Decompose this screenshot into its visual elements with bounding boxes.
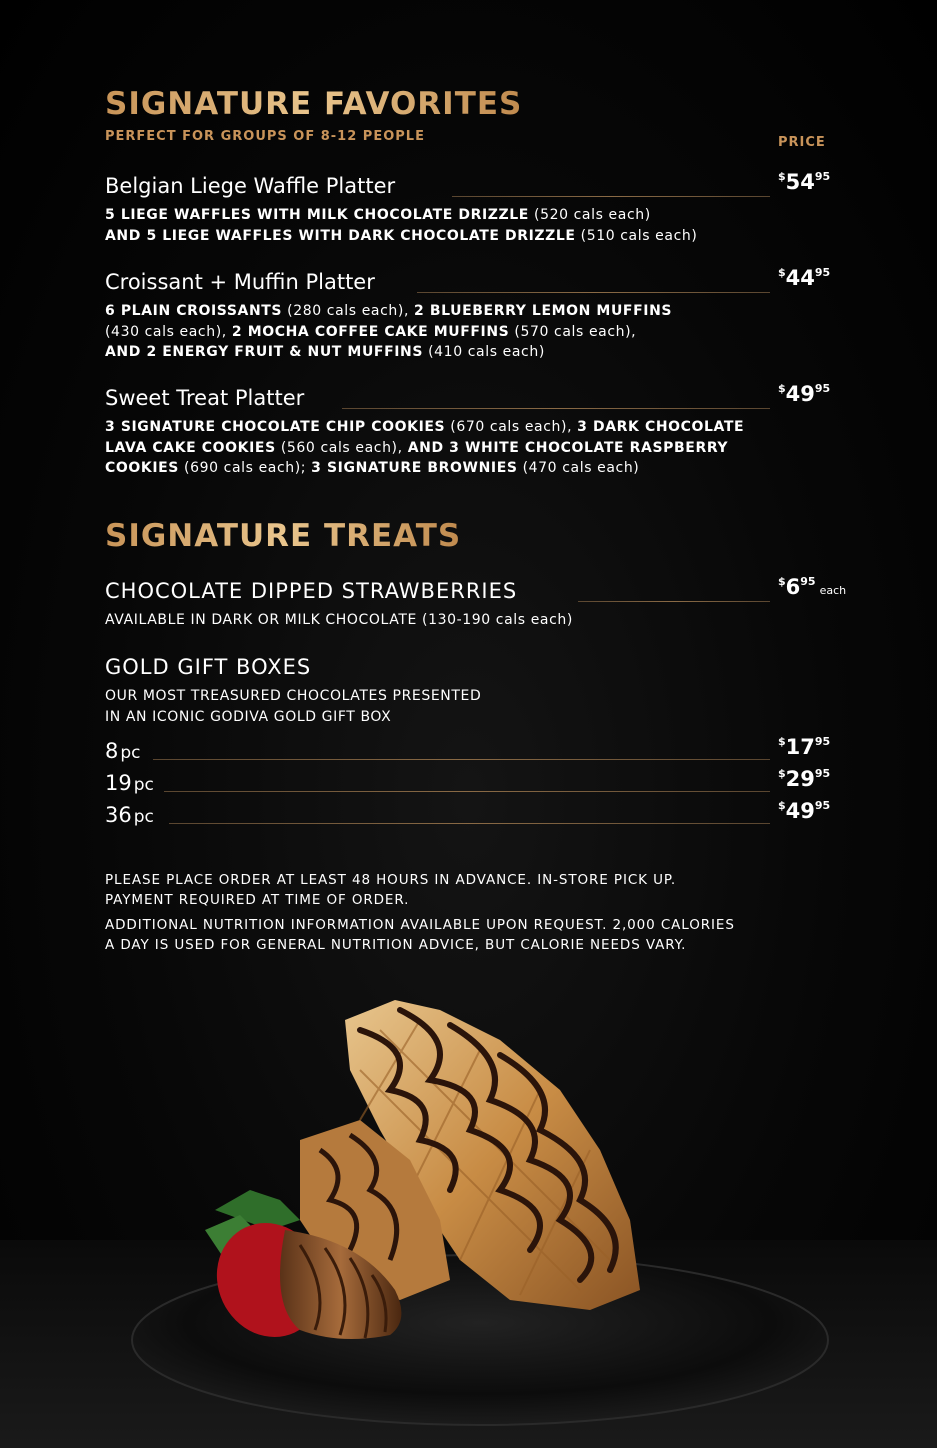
- leader-line: [578, 601, 770, 602]
- gift-box-count: 19 pc: [105, 771, 154, 795]
- gift-box-count: 36 pc: [105, 803, 154, 827]
- leader-line: [452, 196, 770, 197]
- menu-item-sweet-treat-platter: [105, 382, 835, 416]
- item-price: $^{\$}6^{95}each$: [778, 575, 847, 599]
- item-description: 5 LIEGE WAFFLES WITH MILK CHOCOLATE DRIZZLE (520 cals each) AND 5 LIEGE WAFFLES WITH DARK CHOCOLATE DRIZZLE (510 cals each): [105, 207, 698, 244]
- gift-box-size-row: [105, 799, 835, 829]
- section-title-treats: SIGNATURE TREATS: [105, 518, 462, 554]
- item-description: 3 SIGNATURE CHOCOLATE CHIP COOKIES (670 cals each), 3 DARK CHOCOLATE LAVA CAKE COOKIES (560 cals each), AND 3 WHITE CHOCOLATE RASPBERRY COOKIES (690 cals each); 3 SIGNATURE BROWNIES (470 cals each): [105, 419, 745, 476]
- gift-box-size-row: [105, 767, 835, 797]
- leader-line: [342, 408, 770, 409]
- item-price: $^{\$}54^{95}$: [778, 170, 831, 194]
- gift-box-price: $^{\$}17^{95}$: [778, 735, 831, 759]
- gift-box-price: $^{\$}49^{95}$: [778, 799, 831, 823]
- item-price: $^{\$}44^{95}$: [778, 266, 831, 290]
- gift-box-count: 8 pc: [105, 739, 141, 763]
- waffle-strawberry-photo: [0, 960, 937, 1448]
- item-name: Sweet Treat Platter: [105, 386, 305, 410]
- item-name: Croissant + Muffin Platter: [105, 270, 375, 294]
- leader-line: [169, 823, 770, 824]
- order-note: PLEASE PLACE ORDER AT LEAST 48 HOURS IN ADVANCE. IN-STORE PICK UP. PAYMENT REQUIRED AT TIME OF ORDER.: [105, 872, 677, 908]
- item-description: 6 PLAIN CROISSANTS (280 cals each), 2 BLUEBERRY LEMON MUFFINS (430 cals each), 2 MOCHA COFFEE CAKE MUFFINS (570 cals each), AND 2 ENERGY FRUIT & NUT MUFFINS (410 cals each): [105, 303, 673, 360]
- nutrition-note: ADDITIONAL NUTRITION INFORMATION AVAILABLE UPON REQUEST. 2,000 CALORIES A DAY IS USED FOR GENERAL NUTRITION ADVICE, BUT CALORIE NEEDS VARY.: [105, 917, 735, 953]
- item-price: $^{\$}49^{95}$: [778, 382, 831, 406]
- favorites-subtitle: PERFECT FOR GROUPS OF 8-12 PEOPLE: [105, 129, 425, 144]
- menu-item-strawberries: [105, 575, 847, 609]
- gift-box-price: $^{\$}29^{95}$: [778, 767, 831, 791]
- leader-line: [164, 791, 770, 792]
- section-title-favorites: SIGNATURE FAVORITES: [105, 86, 523, 122]
- leader-line: [417, 292, 770, 293]
- item-name: GOLD GIFT BOXES: [105, 655, 312, 679]
- menu-item-gift-boxes: [105, 655, 835, 685]
- menu-item-waffle-platter: [105, 170, 835, 204]
- gift-box-size-row: [105, 735, 835, 765]
- item-name: CHOCOLATE DIPPED STRAWBERRIES: [105, 579, 518, 603]
- leader-line: [153, 759, 770, 760]
- price-column-label: PRICE: [778, 135, 826, 150]
- item-description: OUR MOST TREASURED CHOCOLATES PRESENTED IN AN ICONIC GODIVA GOLD GIFT BOX: [105, 688, 482, 725]
- item-name: Belgian Liege Waffle Platter: [105, 174, 396, 198]
- menu-item-croissant-muffin-platter: [105, 266, 835, 300]
- item-description: AVAILABLE IN DARK OR MILK CHOCOLATE (130-190 cals each): [105, 612, 573, 628]
